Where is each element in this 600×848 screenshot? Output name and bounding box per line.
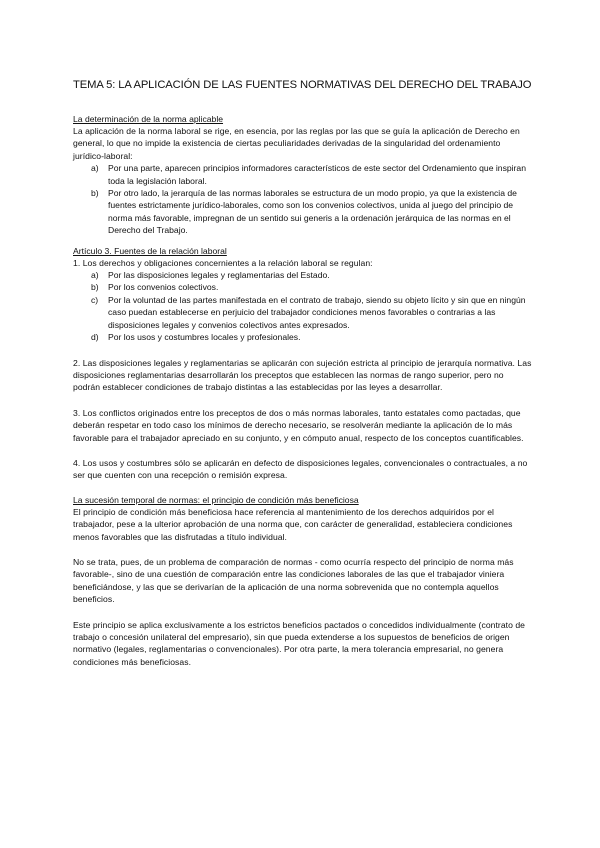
list-item: a) Por una parte, aparecen principios informadores característicos de este sector del Ordenamiento que inspiran toda la legislación laboral. (91, 163, 526, 186)
section-heading-norma-aplicable: La determinación de la norma aplicable (73, 114, 224, 124)
list-item: b) Por los convenios colectivos. (91, 282, 219, 293)
list-item: c) Por la voluntad de las partes manifestada en el contrato de trabajo, siendo su objeto lícito y sin que en ningún caso puedan establecerse en perjuicio del trabajador condiciones menos favorables o contrarias a las disposiciones legales y convenios colectivos antes expresados. (91, 294, 526, 330)
paragraph-art3-2: 2. Las disposiciones legales y reglamentarias se aplicarán con sujeción estricta al principio de jerarquía normativa. Las disposiciones reglamentarias desarrollarán los preceptos que establecen las normas de rango superior, pero no podrán establecer condiciones de trabajo distintas a las establecidas por las leyes a desarrollar. (73, 357, 532, 393)
section-heading-articulo-3: Artículo 3. Fuentes de la relación laboral (73, 245, 227, 256)
paragraph-art3-3: 3. Los conflictos originados entre los preceptos de dos o más normas laborales, tanto estatales como pactadas, que deberán respetar en todo caso los mínimos de derecho necesario, se resolverán mediante la aplicación de lo más favorable para el trabajador apreciado en su conjunto, y en cómputo anual, respecto de los conceptos cuantificables. (73, 407, 524, 443)
paragraph-intro: La aplicación de la norma laboral se rige, en esencia, por las reglas por las que se guía la aplicación de Derecho en general, lo que no impide la existencia de ciertas peculiaridades derivadas de la singularidad del ordenamiento jurídico-laboral: (73, 126, 520, 161)
list-peculiaridades (73, 162, 533, 236)
list-item: d) Por los usos y costumbres locales y profesionales. (91, 332, 301, 343)
paragraph-cmb-1: El principio de condición más beneficiosa hace referencia al mantenimiento de los derechos adquiridos por el trabajador, pese a la ulterior aprobación de una norma que, con carácter de generalidad, estableciera condiciones menos favorables que las disfrutadas a título individual. (73, 506, 513, 542)
section-heading-sucesion-temporal: La sucesión temporal de normas: el principio de condición más beneficiosa (73, 494, 359, 505)
paragraph-art3-4: 4. Los usos y costumbres sólo se aplicarán en defecto de disposiciones legales, convencionales o contractuales, a no ser que cuenten con una recepción o remisión expresa. (73, 457, 528, 481)
list-item: b) Por otro lado, la jerarquía de las normas laborales se estructura de un modo propio, ya que la existencia de fuentes estrictamente jurídico-laborales, como son los convenios colectivos, unida al juego del principio de norma más favorable, impregnan de un sentido sui generis a la ordenación jerárquica de las normas en el Derecho del Trabajo. (91, 188, 517, 236)
document-title: TEMA 5: LA APLICACIÓN DE LAS FUENTES NORMATIVAS DEL DERECHO DEL TRABAJO (73, 79, 532, 91)
list-item: a) Por las disposiciones legales y reglamentarias del Estado. (91, 270, 330, 281)
list-fuentes (73, 269, 533, 343)
paragraph-art3-1: 1. Los derechos y obligaciones concernientes a la relación laboral se regulan: (73, 257, 373, 268)
paragraph-cmb-2: No se trata, pues, de un problema de comparación de normas - como ocurría respecto del principio de norma más favorable-, sino de una cuestión de comparación entre las condiciones laborales de las que el trabajador viniera beneficiándose, y las que se derivarían de la aplicación de una norma sobrevenida que no contempla aquellos beneficios. (73, 556, 514, 605)
document-page (73, 78, 533, 668)
paragraph-cmb-3: Este principio se aplica exclusivamente a los estrictos beneficios pactados o concedidos individualmente (contrato de trabajo o concesión unilateral del empresario), sin que pueda extenderse a los supuestos de beneficios de origen normativo (legales, reglamentarias o convencionales). Por otra parte, la mera tolerancia empresarial, no genera condiciones más beneficiosas. (73, 619, 526, 667)
